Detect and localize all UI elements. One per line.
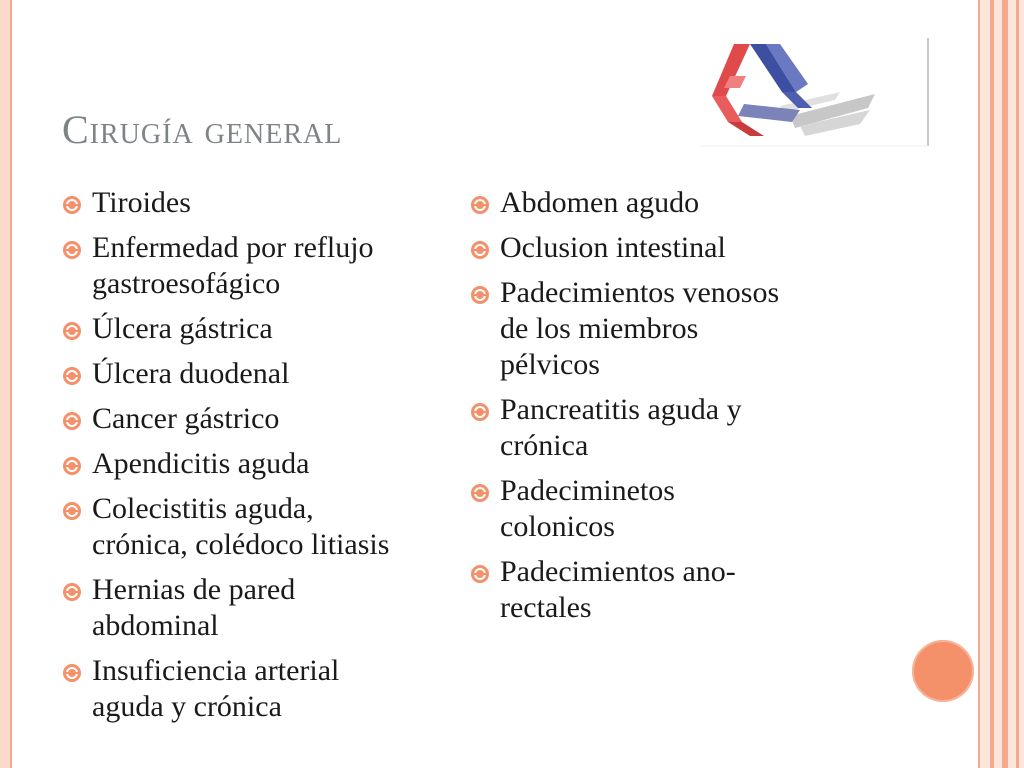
list-item (470, 554, 890, 626)
list-item-text: Hernias de pared (92, 573, 296, 606)
list-item-text: Úlcera gástrica (92, 312, 273, 345)
list-item-text: Pancreatitis aguda y (500, 393, 742, 426)
list-item (62, 401, 482, 437)
list-item-text: Insuficiencia arterial (92, 654, 340, 687)
list-item-text: aguda y crónica (92, 690, 282, 723)
list-item-text: Oclusion intestinal (500, 231, 726, 264)
list-item-text: gastroesofágico (92, 267, 281, 300)
bullet-icon (470, 564, 490, 584)
bullet-icon (62, 501, 82, 521)
list-item-text: Abdomen agudo (500, 186, 700, 219)
right-stripe (1002, 0, 1008, 768)
list-item-text: de los miembros (500, 312, 699, 345)
list-item-text: Cancer gástrico (92, 402, 280, 435)
list-item-text: Padecimientos venosos (500, 276, 780, 309)
left-bullet-list (62, 185, 482, 734)
right-stripe (978, 0, 980, 768)
list-item-text: Tiroides (92, 186, 191, 219)
bullet-icon (470, 285, 490, 305)
list-item-text: Padecimientos ano- (500, 555, 736, 588)
bullet-icon (62, 240, 82, 260)
list-item-text: colonicos (500, 510, 615, 543)
bullet-icon (470, 402, 490, 422)
bullet-icon (470, 240, 490, 260)
list-item (62, 653, 482, 725)
list-item (470, 185, 890, 221)
list-item (62, 491, 482, 563)
decorative-circle (912, 640, 974, 702)
list-item-text: Enfermedad por reflujo (92, 231, 374, 264)
list-item (470, 473, 890, 545)
bullet-icon (62, 411, 82, 431)
bullet-icon (470, 195, 490, 215)
list-item-text: crónica (500, 429, 589, 462)
bullet-icon (470, 483, 490, 503)
left-border-line (10, 0, 12, 768)
bullet-icon (62, 366, 82, 386)
list-item-text: Úlcera duodenal (92, 357, 290, 390)
list-item (470, 230, 890, 266)
bullet-icon (62, 456, 82, 476)
list-item-text: Apendicitis aguda (92, 447, 310, 480)
list-item (62, 356, 482, 392)
list-item (62, 185, 482, 221)
bullet-icon (62, 663, 82, 683)
list-item-text: crónica, colédoco litiasis (92, 528, 390, 561)
list-item (62, 572, 482, 644)
bullet-icon (62, 321, 82, 341)
list-item (470, 392, 890, 464)
list-item (62, 311, 482, 347)
list-item-text: Padeciminetos (500, 474, 675, 507)
bullet-icon (62, 195, 82, 215)
list-item (62, 230, 482, 302)
list-item-text: abdominal (92, 609, 219, 642)
bullet-icon (62, 582, 82, 602)
list-item (62, 446, 482, 482)
right-stripe (1016, 0, 1019, 768)
list-item-text: Colecistitis aguda, (92, 492, 314, 525)
list-item-text: rectales (500, 591, 592, 624)
right-stripe (990, 0, 994, 768)
list-item (470, 275, 890, 383)
slide-title: Cirugía general (62, 107, 343, 152)
list-item-text: pélvicos (500, 348, 600, 381)
institution-logo-icon (700, 36, 932, 148)
right-bullet-list (470, 185, 890, 635)
